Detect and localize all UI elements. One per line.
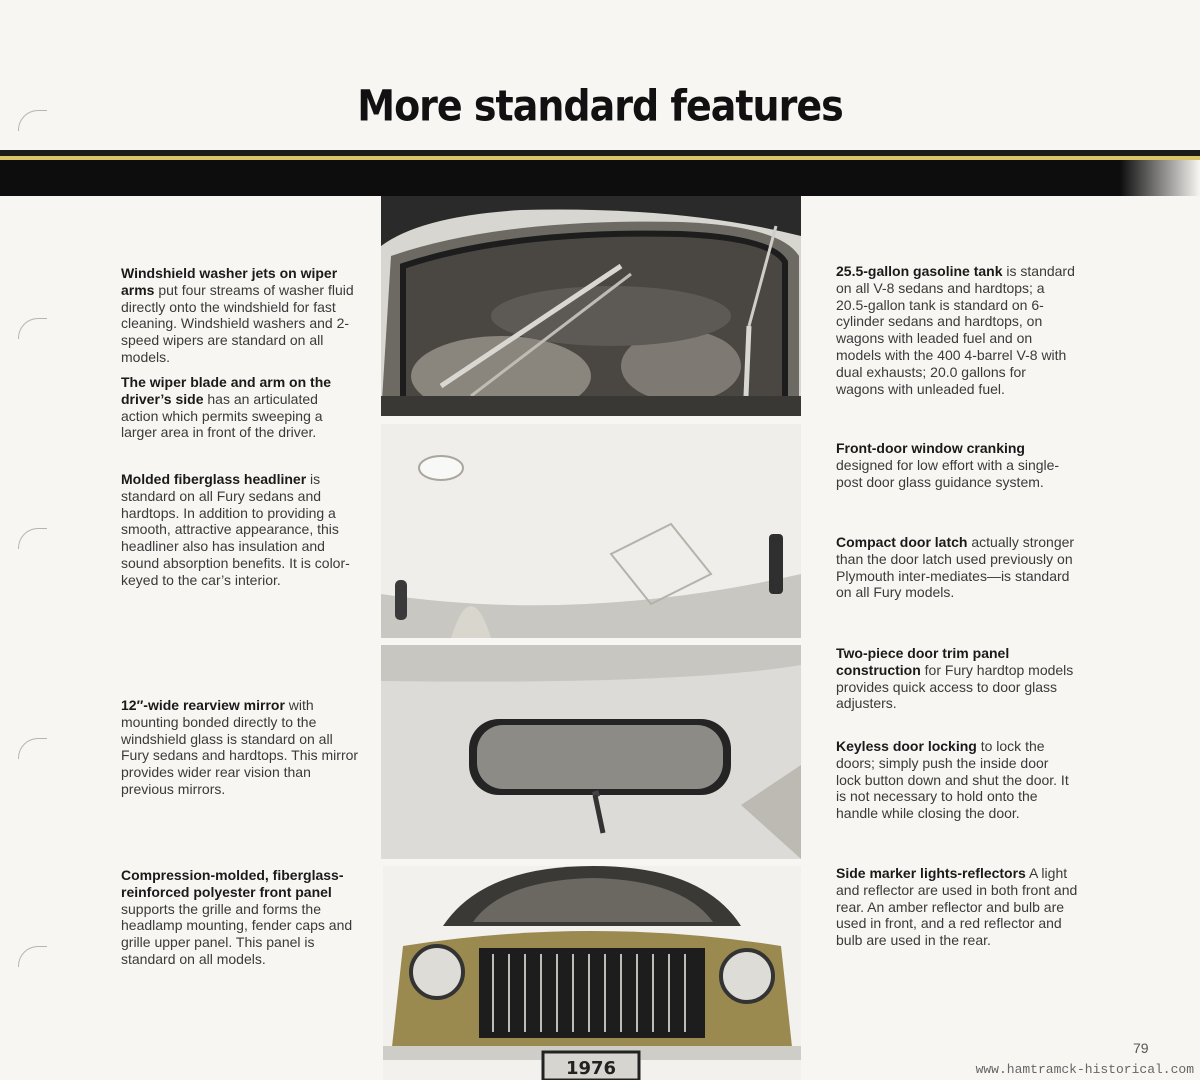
- feature-window-cranking: Front-door window cranking designed for low effort with a single-post door glass guidance system.: [836, 440, 1060, 490]
- feature-gasoline-tank: 25.5-gallon gasoline tank is standard on all V-8 sedans and hardtops; a 20.5-gallon tank is standard on 6-cylinder sedans and hardtops, on wagons with leaded fuel and on models with the 400 4-barrel V-8 with dual exhausts; 20.0 gallons for wagons with unleaded fuel.: [836, 263, 1075, 397]
- header-band-thick: [0, 160, 1200, 196]
- feature-door-trim: Two-piece door trim panel construction for Fury hardtop models provides quick access to door glass adjusters.: [836, 645, 1074, 712]
- photo-rearview-mirror: [381, 645, 801, 859]
- binder-hole: [18, 318, 47, 339]
- feature-rearview-mirror: 12″-wide rearview mirror with mounting bonded directly to the windshield glass is standard on all Fury sedans and hardtops. This mirror provides wider rear vision than previous mirrors.: [121, 697, 359, 797]
- feature-headliner: Molded fiberglass headliner is standard on all Fury sedans and hardtops. In addition to providing a smooth, attractive appearance, this headliner also has insulation and sound absorption benefits. It is color-keyed to the car’s interior.: [121, 471, 350, 588]
- binder-hole: [18, 738, 47, 759]
- binder-hole: [18, 946, 47, 967]
- feature-windshield-washer: Windshield washer jets on wiper arms put four streams of washer fluid directly onto the windshield for fast cleaning. Windshield washers and 2-speed wipers are standard on all models.: [121, 265, 354, 365]
- photo-headliner: [381, 424, 801, 638]
- feature-keyless-locking: Keyless door locking to lock the doors; simply push the inside door lock button down and shut the door. It is not necessary to hold onto the handle while closing the door.: [836, 738, 1069, 822]
- binder-hole: [18, 528, 47, 549]
- page-number: 79: [1133, 1040, 1149, 1056]
- feature-front-panel: Compression-molded, fiberglass-reinforced polyester front panel supports the grille and forms the headlamp mounting, fender caps and grille upper panel. This panel is standard on all models.: [121, 867, 353, 967]
- page-title: More standard features: [357, 81, 843, 131]
- feature-side-marker: Side marker lights-reflectors A light and reflector are used in both front and rear. An amber reflector and bulb are used in front, and a red reflector and bulb are used in the rear.: [836, 865, 1078, 949]
- feature-wiper-blade: The wiper blade and arm on the driver’s side has an articulated action which permits sweeping a larger area in front of the driver.: [121, 374, 332, 441]
- feature-door-latch: Compact door latch actually stronger than the door latch used previously on Plymouth inter-mediates—is standard on all Fury models.: [836, 534, 1075, 601]
- license-plate-text: 1976: [565, 1058, 617, 1079]
- watermark-url[interactable]: www.hamtramck-historical.com: [975, 1062, 1194, 1077]
- photo-windshield-wipers: [381, 196, 801, 416]
- photo-front-panel: [383, 866, 801, 1080]
